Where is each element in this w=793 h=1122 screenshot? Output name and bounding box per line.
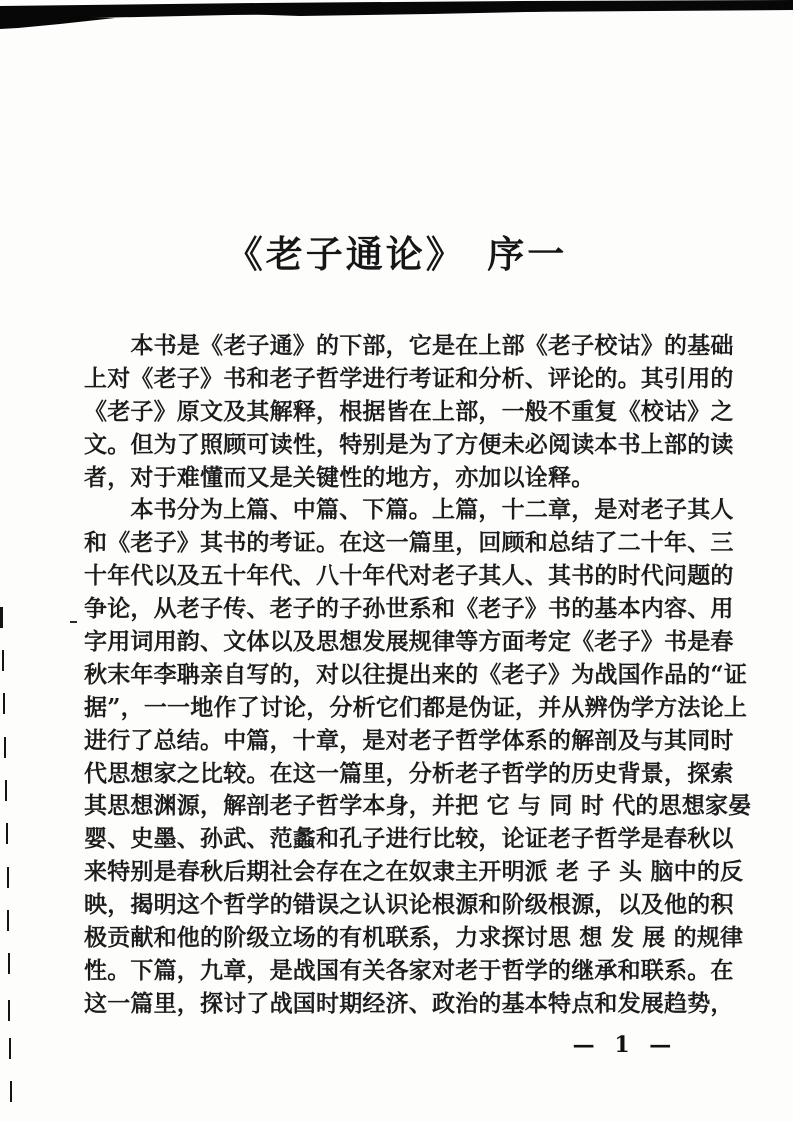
text-line: 婴、史墨、孙武、范蠡和孔子进行比较，论证老子哲学是春秋以 bbox=[84, 825, 734, 853]
scan-artifact-top-edge bbox=[0, 0, 793, 34]
scan-mark bbox=[2, 650, 4, 671]
scan-mark bbox=[9, 1038, 11, 1059]
scan-mark bbox=[8, 1000, 10, 1021]
text-line: 文。但为了照顾可读性，特别是为了方便未必阅读本书上部的读 bbox=[84, 430, 734, 458]
scan-mark bbox=[7, 867, 9, 888]
text-line: 来特别是春秋后期社会存在之在奴隶主开明派 老 子 头 脑中的反 bbox=[84, 858, 744, 886]
scan-mark bbox=[70, 621, 77, 623]
text-line: 其思想渊源，解剖老子哲学本身，并把 它 与 同 时 代的思想家晏 bbox=[84, 792, 752, 820]
scan-mark bbox=[10, 1081, 12, 1102]
text-line: 极贡献和他的阶级立场的有机联系，力求探讨思 想 发 展 的规律 bbox=[84, 924, 744, 952]
text-line: 十年代以及五十年代、八十年代对老子其人、其书的时代问题的 bbox=[84, 562, 734, 590]
text-line: 本书是《老子通》的下部，它是在上部《老子校诂》的基础 bbox=[84, 332, 734, 359]
text-line: 映，揭明这个哲学的错误之认识论根源和阶级根源，以及他的积 bbox=[84, 891, 734, 919]
scan-mark bbox=[3, 693, 5, 714]
scan-mark bbox=[0, 607, 3, 628]
text-line: 本书分为上篇、中篇、下篇。上篇，十二章，是对老子其人 bbox=[84, 496, 734, 524]
text-line: 性。下篇，九章，是战国有关各家对老于哲学的继承和联系。在 bbox=[84, 956, 734, 984]
text-line: 和《老子》其书的考证。在这一篇里，回顾和总结了二十年、三 bbox=[84, 529, 734, 557]
text-line: 上对《老子》书和老子哲学进行考证和分析、评论的。其引用的 bbox=[84, 364, 734, 392]
scan-mark bbox=[7, 910, 9, 931]
text-line: 字用词用韵、文体以及思想发展规律等方面考定《老子》书是春 bbox=[84, 628, 734, 656]
scan-mark bbox=[5, 780, 7, 801]
text-line: 者，对于难懂而又是关键性的地方，亦加以诠释。 bbox=[84, 463, 595, 491]
text-line: 这一篇里，探讨了战国时期经济、政治的基本特点和发展趋势， bbox=[84, 989, 734, 1017]
scan-mark bbox=[6, 823, 8, 844]
text-line: 代思想家之比较。在这一篇里，分析老子哲学的历史背景，探索 bbox=[84, 759, 734, 787]
text-line: 秋末年李聃亲自写的，对以往提出来的《老子》为战国作品的“证 bbox=[84, 660, 748, 688]
text-line: 据”，一一地作了讨论，分析它们都是伪证，并从辨伪学方法论上 bbox=[84, 693, 748, 721]
text-line: 《老子》原文及其解释，根据皆在上部，一般不重复《校诂》之 bbox=[84, 397, 734, 425]
page-number: — 1 — bbox=[572, 1032, 678, 1058]
scan-mark bbox=[8, 953, 10, 974]
text-line: 进行了总结。中篇，十章，是对老子哲学体系的解剖及与其同时 bbox=[84, 726, 734, 754]
body-text bbox=[84, 330, 752, 1021]
text-line: 争论，从老子传、老子的子孙世系和《老子》书的基本内容、用 bbox=[84, 595, 734, 623]
page-title: 《老子通论》 序一 bbox=[225, 232, 568, 276]
scan-mark bbox=[4, 737, 6, 758]
